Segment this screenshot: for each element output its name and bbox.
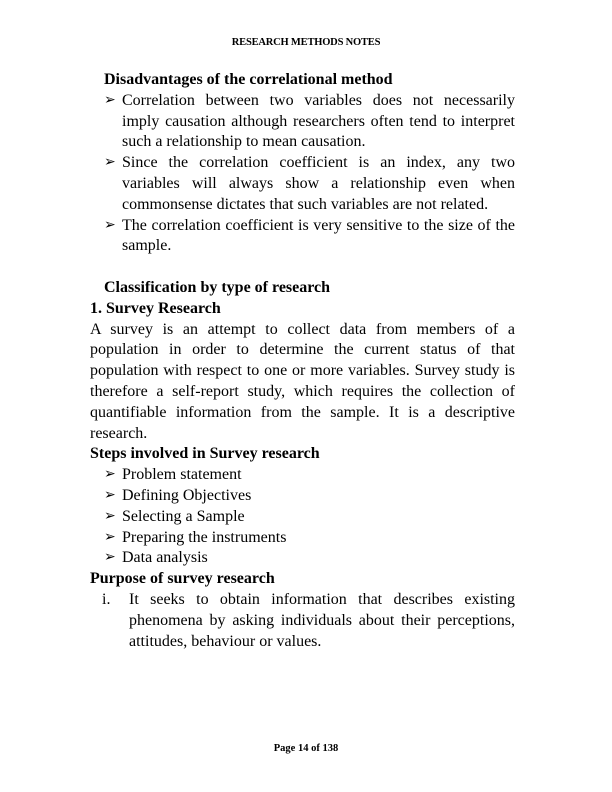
survey-paragraph: A survey is an attempt to collect data from members of a population in order to determine the current status of that population with respect to one or more variables. Survey study is therefore a self-report study, which requires the collection of quantifiable information from the sample. It is a descriptive research. <box>90 320 515 442</box>
arrow-bullet-icon: ➢ <box>104 155 116 171</box>
list-item: ➢ Selecting a Sample <box>90 507 515 528</box>
arrow-bullet-icon: ➢ <box>104 508 116 524</box>
page-content <box>90 70 515 652</box>
list-item: ➢ Data analysis <box>90 548 515 569</box>
page-header: RESEARCH METHODS NOTES <box>231 37 381 48</box>
arrow-bullet-icon: ➢ <box>104 92 116 108</box>
list-item: ➢ Correlation between two variables does not necessarily imply causation although researchers often tend to interpret such a relationship to mean causation. <box>104 91 515 151</box>
list-item: ➢ The correlation coefficient is very sensitive to the size of the sample. <box>104 216 515 255</box>
arrow-bullet-icon: ➢ <box>104 467 116 483</box>
disadvantages-list <box>90 91 515 257</box>
list-item: ➢ Preparing the instruments <box>90 528 515 549</box>
page-number: Page 14 of 138 <box>273 743 339 754</box>
purpose-heading: Purpose of survey research <box>90 570 275 588</box>
arrow-bullet-icon: ➢ <box>104 550 116 566</box>
arrow-bullet-icon: ➢ <box>104 217 116 233</box>
list-item: ➢ Defining Objectives <box>90 486 515 507</box>
list-item: ➢ Problem statement <box>90 465 515 486</box>
steps-list <box>90 465 515 569</box>
purpose-item: i. It seeks to obtain information that describes existing phenomena by asking individuals about their perceptions, attitudes, behaviour or values. <box>102 590 515 650</box>
section-heading-classification: Classification by type of research <box>104 278 331 296</box>
subheading-survey-research: 1. Survey Research <box>90 299 221 317</box>
roman-numeral: i. <box>102 590 111 608</box>
section-heading-disadvantages: Disadvantages of the correlational method <box>104 71 393 88</box>
arrow-bullet-icon: ➢ <box>104 487 116 503</box>
steps-heading: Steps involved in Survey research <box>90 445 320 463</box>
list-item: ➢ Since the correlation coefficient is an index, any two variables will always show a relationship even when commonsense dictates that such variables are not related. <box>104 154 515 213</box>
arrow-bullet-icon: ➢ <box>104 529 116 545</box>
